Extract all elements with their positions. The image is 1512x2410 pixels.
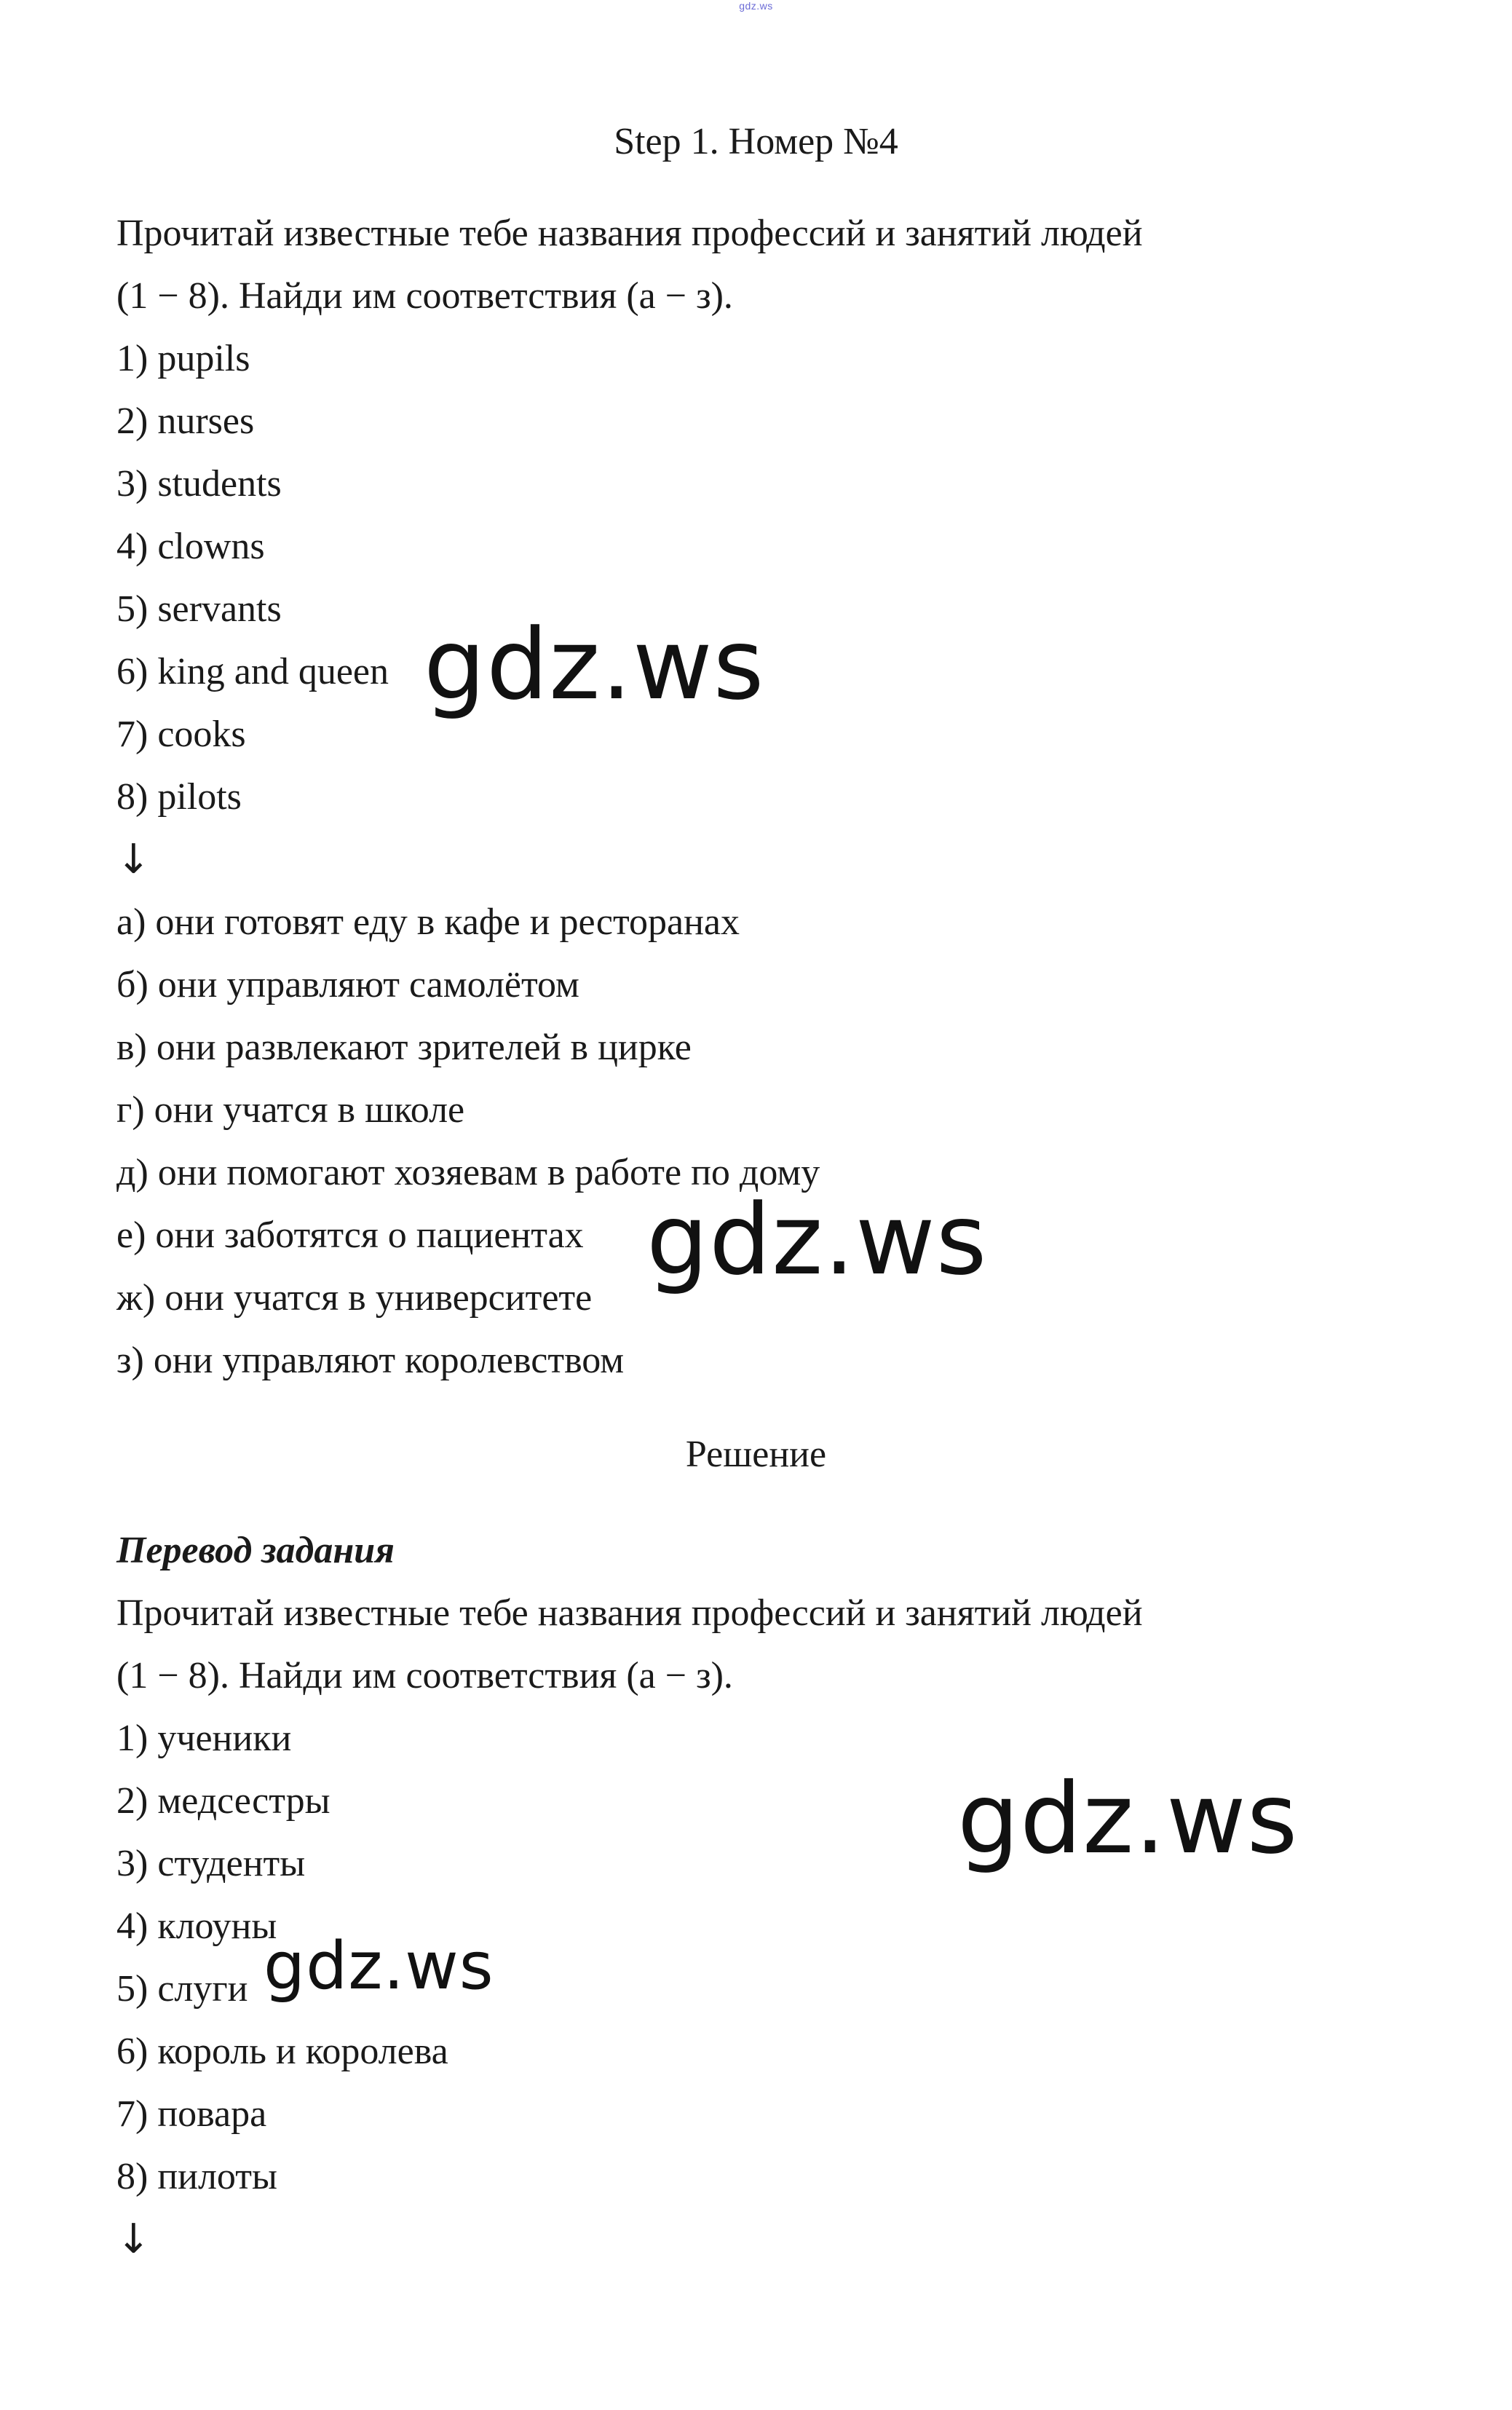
watermark: gdz.ws: [957, 1762, 1299, 1876]
down-arrow-icon: ↓: [116, 836, 151, 883]
page-title: Step 1. Номер №4: [614, 121, 898, 162]
answer-option: г) они учатся в школе: [116, 1089, 465, 1131]
task-item: 3) students: [116, 463, 282, 505]
answer-option: е) они заботятся о пациентах: [116, 1214, 584, 1256]
translation-instruction-line-1: Прочитай известные тебе названия профессий и занятий людей: [116, 1592, 1143, 1634]
task-item: 7) cooks: [116, 714, 246, 755]
translation-item: 2) медсестры: [116, 1780, 330, 1822]
answer-option: з) они управляют королевством: [116, 1340, 625, 1381]
solution-heading: Решение: [685, 1434, 827, 1475]
task-item: 8) pilots: [116, 776, 242, 818]
watermark: gdz.ws: [424, 608, 765, 722]
task-instruction-line-2: (1 − 8). Найди им соответствия (а − з).: [116, 275, 733, 317]
translation-item: 7) повара: [116, 2093, 267, 2135]
translation-item: 5) слуги: [116, 1968, 248, 2010]
answer-option: в) они развлекают зрителей в цирке: [116, 1027, 692, 1068]
task-item: 6) king and queen: [116, 651, 389, 692]
translation-item: 8) пилоты: [116, 2156, 277, 2197]
answer-option: б) они управляют самолётом: [116, 964, 579, 1006]
translation-instruction-line-2: (1 − 8). Найди им соответствия (а − з).: [116, 1655, 733, 1696]
translation-item: 3) студенты: [116, 1843, 306, 1884]
answer-option: ж) они учатся в университете: [116, 1277, 593, 1319]
task-item: 4) clowns: [116, 526, 265, 567]
translation-item: 6) король и королева: [116, 2031, 448, 2072]
translation-item: 4) клоуны: [116, 1905, 277, 1947]
task-instruction-line-1: Прочитай известные тебе названия профессий и занятий людей: [116, 213, 1143, 254]
task-item: 1) pupils: [116, 338, 250, 379]
watermark: gdz.ws: [646, 1183, 988, 1297]
answer-option: а) они готовят еду в кафе и ресторанах: [116, 901, 740, 943]
task-item: 2) nurses: [116, 400, 255, 442]
task-item: 5) servants: [116, 588, 282, 630]
translation-heading: Перевод задания: [116, 1530, 395, 1571]
down-arrow-icon: ↓: [116, 2216, 151, 2263]
watermark: gdz.ws: [264, 1928, 494, 2004]
answer-option: д) они помогают хозяевам в работе по дому: [116, 1152, 820, 1193]
translation-item: 1) ученики: [116, 1718, 292, 1759]
top-watermark: gdz.ws: [739, 0, 773, 12]
